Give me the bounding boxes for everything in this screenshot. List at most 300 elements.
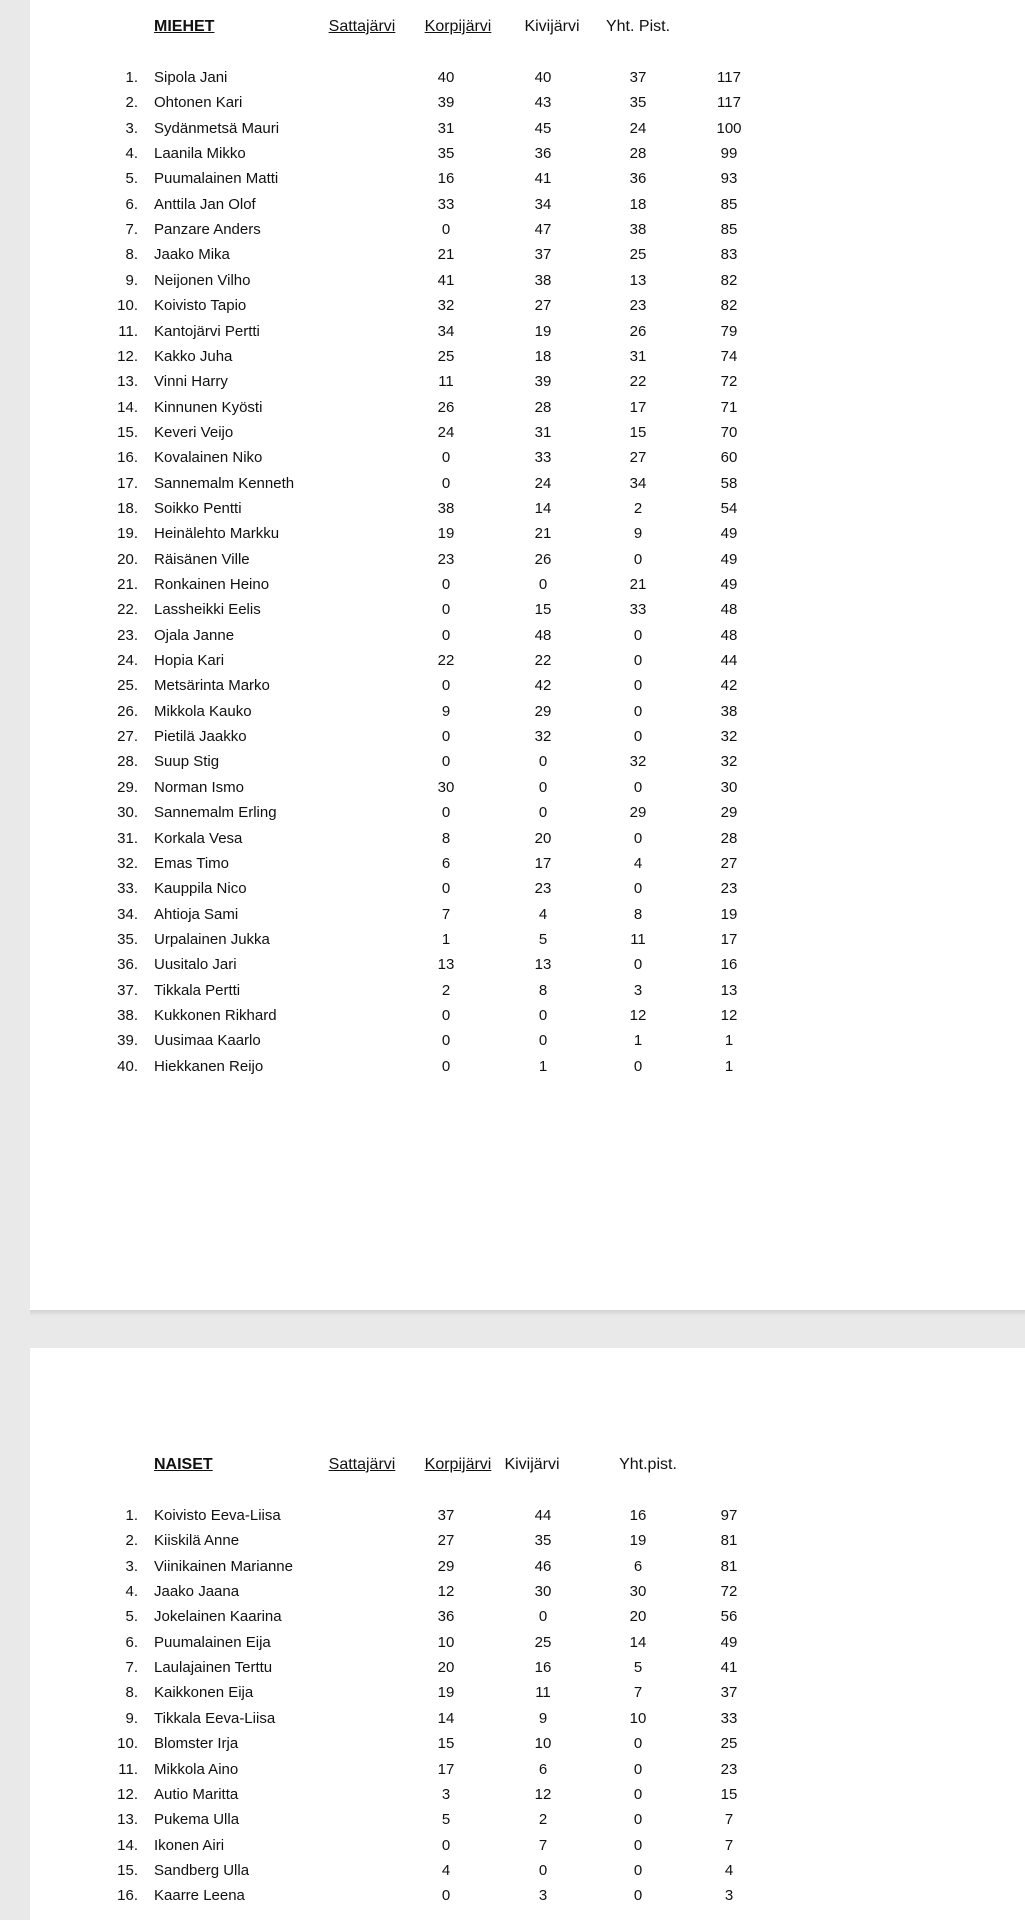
total-points: 49: [720, 576, 738, 593]
sattajarvi-points: 24: [437, 423, 455, 441]
sattajarvi-points: 31: [437, 119, 455, 137]
table-row: [30, 1731, 1025, 1756]
sattajarvi-points: 30: [437, 778, 455, 796]
kivijarvi-points: 27: [629, 449, 647, 467]
name-cell: Puumalainen Eija: [154, 1633, 271, 1651]
korpijarvi-points: 0: [538, 1861, 548, 1879]
rank-cell: 34.: [117, 905, 138, 923]
rank-cell: 13.: [117, 373, 138, 391]
korpijarvi-points: 22: [534, 652, 552, 670]
sattajarvi-points: 4: [441, 1861, 451, 1879]
korpijarvi-points: 0: [538, 804, 548, 822]
kivijarvi-points: 29: [629, 804, 647, 822]
kivijarvi-points: 13: [629, 271, 647, 289]
table-row: [30, 1757, 1025, 1782]
name-cell: Pukema Ulla: [154, 1811, 240, 1829]
total-points: 23: [720, 1760, 738, 1778]
kivijarvi-points: 3: [633, 981, 643, 999]
total-points: 29: [720, 804, 738, 822]
rank-cell: 31.: [117, 829, 138, 847]
name-cell: Kakko Juha: [154, 347, 233, 365]
name-cell: Kaarre Leena: [154, 1887, 245, 1905]
table-row: [30, 673, 1025, 698]
kivijarvi-points: 7: [633, 1684, 643, 1702]
rank-cell: 7.: [125, 1659, 138, 1677]
total-points: 7: [724, 1836, 734, 1854]
table-row: [30, 876, 1025, 901]
kivijarvi-points: 34: [629, 474, 647, 492]
table-row: [30, 547, 1025, 572]
rank-cell: 11.: [118, 322, 138, 340]
kivijarvi-points: 10: [629, 1709, 647, 1727]
sattajarvi-points: 27: [437, 1532, 455, 1550]
korpijarvi-points: 43: [534, 94, 552, 112]
table-row: [30, 851, 1025, 876]
korpijarvi-points: 23: [534, 880, 552, 898]
total-points: 79: [720, 322, 738, 340]
total-points: 54: [720, 499, 738, 517]
table-row: [30, 800, 1025, 825]
rank-cell: 2.: [125, 1532, 138, 1550]
name-cell: Viinikainen Marianne: [154, 1557, 293, 1575]
korpijarvi-points: 35: [534, 1532, 552, 1550]
kivijarvi-points: 0: [633, 829, 643, 847]
name-cell: Jaako Jaana: [154, 1583, 240, 1601]
table-row: [30, 521, 1025, 546]
kivijarvi-points: 5: [633, 1659, 643, 1677]
kivijarvi-points: 11: [630, 930, 646, 948]
rank-cell: 32.: [117, 854, 138, 872]
total-points: 81: [720, 1532, 738, 1550]
kivijarvi-points: 26: [629, 322, 647, 340]
kivijarvi-points: 31: [629, 347, 647, 365]
rank-cell: 13.: [117, 1811, 138, 1829]
women-header-row: [30, 1452, 1025, 1477]
kivijarvi-points: 37: [629, 69, 647, 86]
sattajarvi-points: 29: [437, 1557, 455, 1575]
name-cell: Korkala Vesa: [154, 829, 243, 847]
sattajarvi-points: 41: [437, 271, 455, 289]
total-points: 97: [720, 1507, 738, 1524]
table-row: [30, 369, 1025, 394]
table-row: [30, 90, 1025, 115]
sattajarvi-points: 0: [441, 1887, 451, 1905]
name-cell: Sandberg Ulla: [154, 1861, 250, 1879]
table-row: [30, 192, 1025, 217]
rank-cell: 10.: [117, 297, 138, 315]
table-row: [30, 1782, 1025, 1807]
name-cell: Keveri Veijo: [154, 423, 234, 441]
rank-cell: 29.: [117, 778, 138, 796]
rank-cell: 6.: [125, 1633, 138, 1651]
korpijarvi-points: 17: [534, 854, 552, 872]
sattajarvi-points: 26: [437, 398, 455, 416]
rank-cell: 23.: [117, 626, 138, 644]
total-points: 56: [720, 1608, 738, 1626]
total-points: 17: [720, 930, 738, 948]
total-points: 49: [720, 550, 738, 568]
women-results-page: [30, 1348, 1025, 1920]
total-points: 85: [720, 221, 738, 239]
sattajarvi-points: 32: [437, 297, 455, 315]
total-points: 37: [720, 1684, 738, 1702]
korpijarvi-points: 47: [534, 221, 552, 239]
name-cell: Tikkala Eeva-Liisa: [154, 1709, 276, 1727]
table-row: [30, 648, 1025, 673]
total-points: 30: [720, 778, 738, 796]
table-row: [30, 826, 1025, 851]
rank-cell: 37.: [117, 981, 138, 999]
sattajarvi-points: 19: [437, 525, 455, 543]
rank-cell: 35.: [117, 930, 138, 948]
kivijarvi-points: 0: [633, 1785, 643, 1803]
kivijarvi-points: 36: [629, 170, 647, 188]
kivijarvi-points: 0: [633, 1887, 643, 1905]
sattajarvi-points: 0: [441, 626, 451, 644]
total-points: 60: [720, 449, 738, 467]
rank-cell: 20.: [117, 550, 138, 568]
rank-cell: 39.: [117, 1032, 138, 1050]
rank-cell: 17.: [117, 474, 138, 492]
korpijarvi-points: 9: [538, 1709, 548, 1727]
name-cell: Suup Stig: [154, 753, 220, 771]
total-points: 72: [720, 373, 738, 391]
sattajarvi-points: 39: [437, 94, 455, 112]
total-points: 72: [720, 1583, 738, 1601]
name-cell: Tikkala Pertti: [154, 981, 241, 999]
sattajarvi-points: 0: [441, 677, 451, 695]
table-row: [30, 420, 1025, 445]
korpijarvi-points: 45: [534, 119, 552, 137]
sattajarvi-points: 40: [437, 69, 455, 86]
rank-cell: 4.: [125, 145, 138, 163]
sattajarvi-points: 35: [437, 145, 455, 163]
sattajarvi-points: 11: [438, 373, 454, 391]
kivijarvi-points: 0: [633, 880, 643, 898]
kivijarvi-points: 22: [629, 373, 647, 391]
name-cell: Urpalainen Jukka: [154, 930, 270, 948]
name-cell: Ahtioja Sami: [154, 905, 239, 923]
sattajarvi-points: 0: [441, 1057, 451, 1075]
name-cell: Ohtonen Kari: [154, 94, 243, 112]
total-points: 82: [720, 271, 738, 289]
korpijarvi-points: 39: [534, 373, 552, 391]
table-row: [30, 1680, 1025, 1705]
sattajarvi-points: 0: [441, 728, 451, 746]
total-points: 33: [720, 1709, 738, 1727]
total-points: 83: [720, 246, 738, 264]
rank-cell: 11.: [118, 1760, 138, 1778]
sattajarvi-points: 17: [437, 1760, 455, 1778]
kivijarvi-points: 0: [633, 702, 643, 720]
name-cell: Koivisto Tapio: [154, 297, 247, 315]
sattajarvi-points: 3: [441, 1785, 451, 1803]
sattajarvi-points: 6: [441, 854, 451, 872]
kivijarvi-points: 23: [629, 297, 647, 315]
kivijarvi-points: 0: [633, 1836, 643, 1854]
sattajarvi-points: 0: [441, 576, 451, 593]
name-cell: Blomster Irja: [154, 1735, 239, 1753]
total-points: 49: [720, 525, 738, 543]
korpijarvi-points: 38: [534, 271, 552, 289]
table-row: [30, 927, 1025, 952]
rank-cell: 15.: [117, 423, 138, 441]
rank-cell: 8.: [125, 1684, 138, 1702]
table-row: [30, 572, 1025, 597]
table-row: [30, 141, 1025, 166]
men-col-korpijarvi: Korpijärvi: [424, 18, 492, 35]
kivijarvi-points: 0: [633, 778, 643, 796]
total-points: 25: [720, 1735, 738, 1753]
name-cell: Puumalainen Matti: [154, 170, 279, 188]
name-cell: Jaako Mika: [154, 246, 230, 264]
korpijarvi-points: 12: [534, 1785, 552, 1803]
sattajarvi-points: 22: [437, 652, 455, 670]
sattajarvi-points: 8: [441, 829, 451, 847]
kivijarvi-points: 35: [629, 94, 647, 112]
korpijarvi-points: 6: [538, 1760, 548, 1778]
sattajarvi-points: 9: [441, 702, 451, 720]
name-cell: Sipola Jani: [154, 69, 228, 86]
korpijarvi-points: 16: [534, 1659, 552, 1677]
sattajarvi-points: 0: [441, 1836, 451, 1854]
total-points: 12: [720, 1006, 738, 1024]
kivijarvi-points: 16: [629, 1507, 647, 1524]
sattajarvi-points: 10: [437, 1633, 455, 1651]
rank-cell: 12.: [117, 347, 138, 365]
total-points: 28: [720, 829, 738, 847]
name-cell: Sannemalm Erling: [154, 804, 277, 822]
sattajarvi-points: 36: [437, 1608, 455, 1626]
sattajarvi-points: 0: [441, 880, 451, 898]
sattajarvi-points: 14: [437, 1709, 455, 1727]
korpijarvi-points: 19: [534, 322, 552, 340]
table-row: [30, 1655, 1025, 1680]
table-row: [30, 623, 1025, 648]
total-points: 74: [720, 347, 738, 365]
korpijarvi-points: 25: [534, 1633, 552, 1651]
kivijarvi-points: 19: [629, 1532, 647, 1550]
name-cell: Mikkola Kauko: [154, 702, 252, 720]
total-points: 1: [724, 1057, 734, 1075]
total-points: 117: [717, 69, 741, 86]
sattajarvi-points: 33: [437, 195, 455, 213]
korpijarvi-points: 24: [534, 474, 552, 492]
table-row: [30, 1858, 1025, 1883]
rank-cell: 36.: [117, 956, 138, 974]
sattajarvi-points: 2: [441, 981, 451, 999]
sattajarvi-points: 0: [441, 1032, 451, 1050]
rank-cell: 1.: [125, 1507, 138, 1524]
korpijarvi-points: 0: [538, 1032, 548, 1050]
korpijarvi-points: 42: [534, 677, 552, 695]
table-row: [30, 293, 1025, 318]
kivijarvi-points: 33: [629, 601, 647, 619]
kivijarvi-points: 4: [633, 854, 643, 872]
men-col-sattajarvi: Sattajärvi: [328, 18, 396, 35]
name-cell: Kukkonen Rikhard: [154, 1006, 277, 1024]
sattajarvi-points: 0: [441, 221, 451, 239]
korpijarvi-points: 26: [534, 550, 552, 568]
korpijarvi-points: 10: [534, 1735, 552, 1753]
total-points: 15: [720, 1785, 738, 1803]
name-cell: Lassheikki Eelis: [154, 601, 261, 619]
name-cell: Sydänmetsä Mauri: [154, 119, 280, 137]
name-cell: Sannemalm Kenneth: [154, 474, 295, 492]
page-separator: [30, 1310, 1025, 1316]
sattajarvi-points: 37: [437, 1507, 455, 1524]
rank-cell: 7.: [125, 221, 138, 239]
total-points: 16: [720, 956, 738, 974]
name-cell: Neijonen Vilho: [154, 271, 251, 289]
korpijarvi-points: 30: [534, 1583, 552, 1601]
name-cell: Ojala Janne: [154, 626, 235, 644]
table-row: [30, 217, 1025, 242]
sattajarvi-points: 21: [437, 246, 455, 264]
rank-cell: 14.: [117, 1836, 138, 1854]
kivijarvi-points: 0: [633, 550, 643, 568]
table-row: [30, 775, 1025, 800]
rank-cell: 22.: [117, 601, 138, 619]
rank-cell: 25.: [117, 677, 138, 695]
total-points: 81: [720, 1557, 738, 1575]
sattajarvi-points: 0: [441, 804, 451, 822]
sattajarvi-points: 19: [437, 1684, 455, 1702]
kivijarvi-points: 6: [633, 1557, 643, 1575]
korpijarvi-points: 13: [534, 956, 552, 974]
total-points: 117: [717, 94, 741, 112]
total-points: 58: [720, 474, 738, 492]
table-row: [30, 749, 1025, 774]
kivijarvi-points: 2: [633, 499, 643, 517]
korpijarvi-points: 0: [538, 576, 548, 593]
table-row: [30, 952, 1025, 977]
kivijarvi-points: 32: [629, 753, 647, 771]
kivijarvi-points: 0: [633, 626, 643, 644]
name-cell: Kiiskilä Anne: [154, 1532, 240, 1550]
total-points: 1: [724, 1032, 734, 1050]
table-row: [30, 1706, 1025, 1731]
name-cell: Mikkola Aino: [154, 1760, 239, 1778]
rank-cell: 9.: [125, 271, 138, 289]
korpijarvi-points: 34: [534, 195, 552, 213]
table-row: [30, 1630, 1025, 1655]
total-points: 48: [720, 601, 738, 619]
korpijarvi-points: 20: [534, 829, 552, 847]
men-col-kivijarvi: Kivijärvi: [524, 18, 580, 35]
kivijarvi-points: 0: [633, 956, 643, 974]
kivijarvi-points: 0: [633, 1760, 643, 1778]
men-header-row: [30, 14, 1025, 39]
total-points: 38: [720, 702, 738, 720]
sattajarvi-points: 12: [437, 1583, 455, 1601]
name-cell: Pietilä Jaakko: [154, 728, 247, 746]
name-cell: Uusimaa Kaarlo: [154, 1032, 261, 1050]
women-title: NAISET: [154, 1456, 213, 1473]
kivijarvi-points: 24: [629, 119, 647, 137]
korpijarvi-points: 46: [534, 1557, 552, 1575]
total-points: 44: [720, 652, 738, 670]
total-points: 23: [720, 880, 738, 898]
total-points: 32: [720, 753, 738, 771]
total-points: 93: [720, 170, 738, 188]
women-col-kivijarvi: Kivijärvi: [504, 1456, 560, 1473]
rank-cell: 9.: [125, 1709, 138, 1727]
table-row: [30, 724, 1025, 749]
rank-cell: 4.: [125, 1583, 138, 1601]
name-cell: Soikko Pentti: [154, 499, 242, 517]
kivijarvi-points: 25: [629, 246, 647, 264]
rank-cell: 28.: [117, 753, 138, 771]
men-results-page: [30, 0, 1025, 1310]
rank-cell: 16.: [117, 449, 138, 467]
kivijarvi-points: 9: [633, 525, 643, 543]
name-cell: Koivisto Eeva-Liisa: [154, 1507, 281, 1524]
rank-cell: 12.: [117, 1785, 138, 1803]
kivijarvi-points: 28: [629, 145, 647, 163]
sattajarvi-points: 0: [441, 753, 451, 771]
kivijarvi-points: 8: [633, 905, 643, 923]
korpijarvi-points: 14: [534, 499, 552, 517]
kivijarvi-points: 14: [629, 1633, 647, 1651]
men-col-total: Yht. Pist.: [605, 18, 671, 35]
name-cell: Hopia Kari: [154, 652, 225, 670]
korpijarvi-points: 29: [534, 702, 552, 720]
name-cell: Kaikkonen Eija: [154, 1684, 254, 1702]
total-points: 49: [720, 1633, 738, 1651]
kivijarvi-points: 12: [629, 1006, 647, 1024]
sattajarvi-points: 16: [437, 170, 455, 188]
rank-cell: 38.: [117, 1006, 138, 1024]
name-cell: Kinnunen Kyösti: [154, 398, 263, 416]
rank-cell: 16.: [117, 1887, 138, 1905]
korpijarvi-points: 41: [534, 170, 552, 188]
name-cell: Vinni Harry: [154, 373, 228, 391]
table-row: [30, 1579, 1025, 1604]
korpijarvi-points: 31: [534, 423, 552, 441]
total-points: 4: [724, 1861, 734, 1879]
rank-cell: 19.: [117, 525, 138, 543]
kivijarvi-points: 0: [633, 1811, 643, 1829]
total-points: 7: [724, 1811, 734, 1829]
table-row: [30, 1003, 1025, 1028]
table-row: [30, 1807, 1025, 1832]
sattajarvi-points: 23: [437, 550, 455, 568]
table-row: [30, 65, 1025, 90]
name-cell: Hiekkanen Reijo: [154, 1057, 264, 1075]
table-row: [30, 471, 1025, 496]
table-row: [30, 699, 1025, 724]
table-row: [30, 1604, 1025, 1629]
total-points: 71: [720, 398, 738, 416]
table-row: [30, 242, 1025, 267]
name-cell: Panzare Anders: [154, 221, 261, 239]
rank-cell: 10.: [117, 1735, 138, 1753]
table-row: [30, 1554, 1025, 1579]
kivijarvi-points: 21: [629, 576, 647, 593]
rank-cell: 5.: [125, 170, 138, 188]
name-cell: Kovalainen Niko: [154, 449, 263, 467]
korpijarvi-points: 2: [538, 1811, 548, 1829]
name-cell: Anttila Jan Olof: [154, 195, 256, 213]
korpijarvi-points: 4: [538, 905, 548, 923]
sattajarvi-points: 0: [441, 601, 451, 619]
rank-cell: 40.: [117, 1057, 138, 1075]
total-points: 13: [720, 981, 738, 999]
korpijarvi-points: 37: [534, 246, 552, 264]
table-row: [30, 445, 1025, 470]
rank-cell: 21.: [117, 576, 138, 593]
